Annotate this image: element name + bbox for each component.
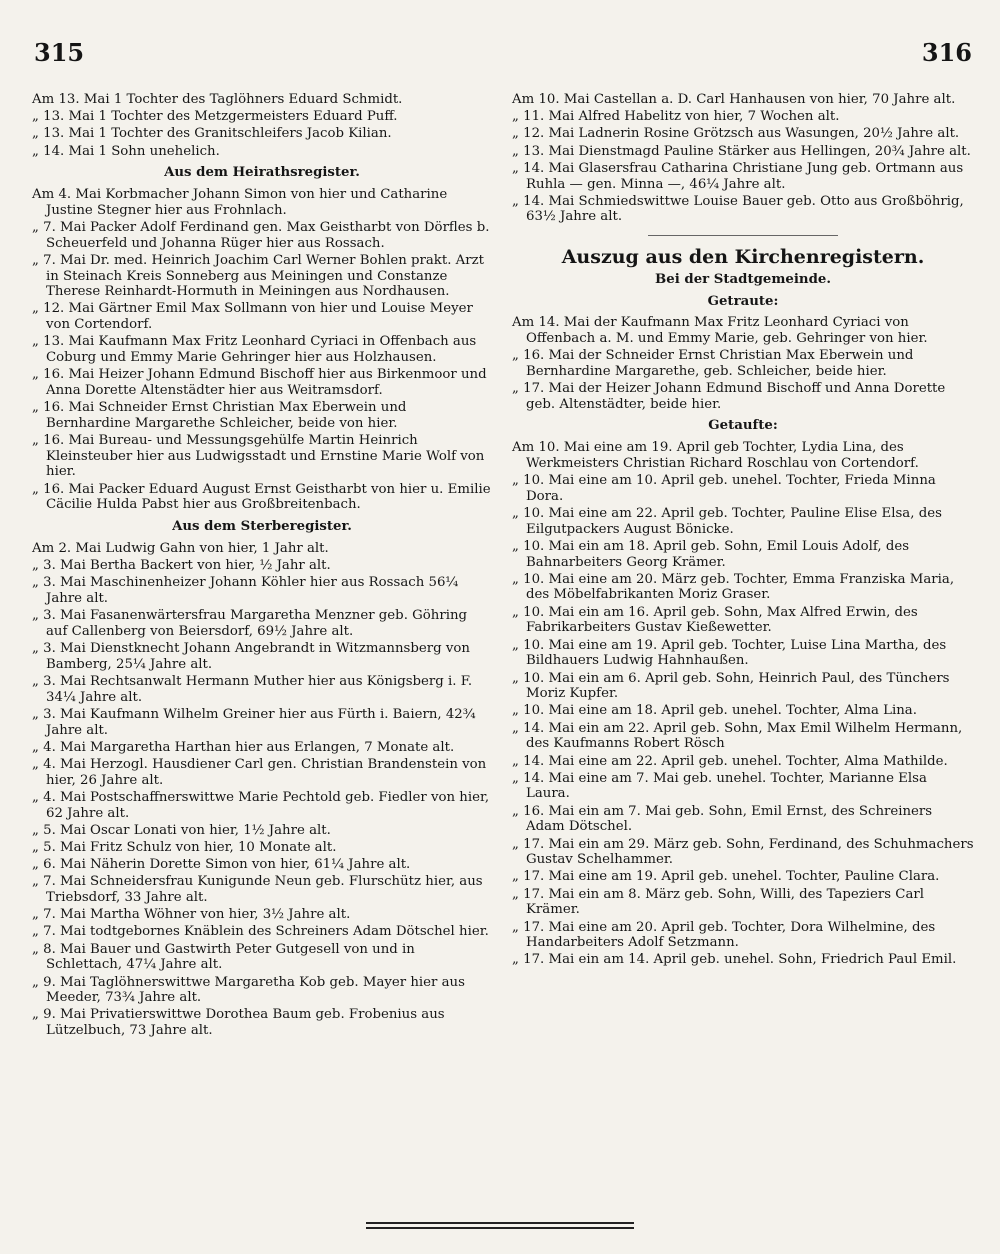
list-item: „ 9. Mai Taglöhnerswittwe Margaretha Kob geb. Mayer hier aus Meeder, 73¾ Jahre alt. — [32, 974, 465, 1006]
list-item: „ 3. Mai Maschinenheizer Johann Köhler hier aus Rossach 56¼ Jahre alt. — [32, 575, 459, 606]
list-item: „ 8. Mai Bauer und Gastwirth Peter Gutgesell von und in Schlettach, 47¼ Jahre alt. — [32, 941, 415, 973]
list-item: „ 10. Mai eine am 20. März geb. Tochter, Emma Franziska Maria, des Möbelfabrikanten Moriz Graser. — [512, 571, 955, 603]
list-item: „ 7. Mai Dr. med. Heinrich Joachim Carl Werner Bohlen prakt. Arzt in Steinach Kreis Sonneberg aus Meiningen und Constanze Therese Reinhardt-Hormuth in Meiningen aus Nordhausen. — [32, 252, 484, 300]
list-item: Am 14. Mai der Kaufmann Max Fritz Leonhard Cyriaci von Offenbach a. M. und Emmy Marie, geb. Gehringer von hier. — [512, 315, 928, 346]
list-item: „ 4. Mai Herzogl. Hausdiener Carl gen. Christian Brandenstein von hier, 26 Jahre alt. — [32, 756, 487, 788]
list-item: „ 7. Mai todtgebornes Knäblein des Schreiners Adam Dötschel hier. — [32, 924, 489, 940]
list-item: „ 13. Mai 1 Tochter des Granitschleifers Jacob Kilian. — [32, 126, 392, 142]
right-top-list — [512, 92, 974, 225]
divider — [648, 235, 838, 236]
list-item: „ 17. Mai ein am 8. März geb. Sohn, Willi, des Tapeziers Carl Krämer. — [512, 886, 924, 918]
list-item: „ 10. Mai ein am 18. April geb. Sohn, Emil Louis Adolf, des Bahnarbeiters Georg Krämer. — [512, 538, 910, 570]
page-number-right: 316 — [921, 38, 972, 67]
list-item: „ 7. Mai Schneidersfrau Kunigunde Neun geb. Flurschütz hier, aus Triebsdorf, 33 Jahre alt. — [32, 874, 483, 906]
right-column — [512, 92, 974, 970]
list-item: „ 10. Mai ein am 16. April geb. Sohn, Max Alfred Erwin, des Fabrikarbeiters Gustav Kießewetter. — [512, 604, 918, 636]
bottom-rule — [366, 1222, 634, 1229]
list-item: Am 2. Mai Ludwig Gahn von hier, 1 Jahr alt. — [32, 540, 329, 556]
list-item: „ 16. Mai Heizer Johann Edmund Bischoff hier aus Birkenmoor und Anna Dorette Altenstädter hier aus Weitramsdorf. — [32, 367, 487, 398]
list-item: „ 9. Mai Privatierswittwe Dorothea Baum geb. Frobenius aus Lützelbuch, 73 Jahre alt. — [32, 1007, 445, 1039]
section-heading-marriages: Aus dem Heirathsregister. — [164, 165, 360, 181]
list-item: „ 17. Mai eine am 20. April geb. Tochter, Dora Wilhelmine, des Handarbeiters Adolf Setzmann. — [512, 919, 936, 951]
list-item: „ 10. Mai eine am 22. April geb. Tochter, Pauline Elise Elsa, des Eilgutpackers August Bönicke. — [512, 505, 942, 537]
list-item: „ 17. Mai der Heizer Johann Edmund Bischoff und Anna Dorette geb. Altenstädter, beide hier. — [512, 381, 946, 412]
left-column — [32, 92, 492, 1040]
list-item: „ 14. Mai eine am 22. April geb. unehel. Tochter, Alma Mathilde. — [512, 753, 948, 769]
list-item: „ 7. Mai Packer Adolf Ferdinand gen. Max Geistharbt von Dörfles b. Scheuerfeld und Johanna Rüger hier aus Rossach. — [32, 219, 490, 251]
list-item: „ 14. Mai ein am 22. April geb. Sohn, Max Emil Wilhelm Hermann, des Kaufmanns Robert Rösch — [512, 720, 963, 752]
list-item: „ 3. Mai Kaufmann Wilhelm Greiner hier aus Fürth i. Baiern, 42¾ Jahre alt. — [32, 706, 476, 738]
baptized-list — [512, 440, 974, 968]
list-item: „ 12. Mai Ladnerin Rosine Grötzsch aus Wasungen, 20½ Jahre alt. — [512, 126, 960, 142]
left-top-list — [32, 92, 492, 159]
list-item: „ 10. Mai eine am 19. April geb. Tochter, Luise Lina Martha, des Bildhauers Ludwig Hahnhaußen. — [512, 637, 947, 669]
list-item: „ 4. Mai Margaretha Harthan hier aus Erlangen, 7 Monate alt. — [32, 739, 455, 755]
list-item: „ 17. Mai eine am 19. April geb. unehel. Tochter, Pauline Clara. — [512, 869, 940, 885]
list-item: „ 5. Mai Fritz Schulz von hier, 10 Monate alt. — [32, 839, 337, 855]
list-item: „ 3. Mai Fasanenwärtersfrau Margaretha Menzner geb. Göhring auf Callenberg von Beiersdorf, 69½ Jahre alt. — [32, 608, 468, 639]
list-item: „ 13. Mai Kaufmann Max Fritz Leonhard Cyriaci in Offenbach aus Coburg und Emmy Marie Gehringer hier aus Holzhausen. — [32, 334, 477, 366]
list-item: „ 14. Mai 1 Sohn unehelich. — [32, 143, 220, 159]
section-heading-baptized: Getaufte: — [708, 418, 778, 434]
list-item: Am 10. Mai eine am 19. April geb Tochter, Lydia Lina, des Werkmeisters Christian Richard Roschlau von Cortendorf. — [512, 440, 919, 471]
list-item: „ 13. Mai 1 Tochter des Metzgermeisters Eduard Puff. — [32, 109, 398, 125]
page-number-left: 315 — [34, 38, 85, 67]
list-item: „ 16. Mai Bureau- und Messungsgehülfe Martin Heinrich Kleinsteuber hier aus Ludwigsstadt und Ernstine Marie Wolf von hier. — [32, 433, 485, 480]
list-item: „ 7. Mai Martha Wöhner von hier, 3½ Jahre alt. — [32, 907, 351, 923]
list-item: „ 12. Mai Gärtner Emil Max Sollmann von hier und Louise Meyer von Cortendorf. — [32, 301, 473, 333]
list-item: „ 3. Mai Rechtsanwalt Hermann Muther hier aus Königsberg i. F. 34¼ Jahre alt. — [32, 673, 473, 705]
list-item: „ 11. Mai Alfred Habelitz von hier, 7 Wochen alt. — [512, 109, 840, 125]
church-register-heading: Auszug aus den Kirchenregistern. — [561, 246, 925, 269]
list-item: „ 16. Mai der Schneider Ernst Christian Max Eberwein und Bernhardine Margarethe, geb. Schleicher, beide hier. — [512, 348, 914, 379]
list-item: „ 14. Mai Glasersfrau Catharina Christiane Jung geb. Ortmann aus Ruhla — gen. Minna —, 46¼ Jahre alt. — [512, 160, 964, 192]
list-item: „ 3. Mai Dienstknecht Johann Angebrandt in Witzmannsberg von Bamberg, 25¼ Jahre alt. — [32, 641, 470, 672]
section-heading-deaths: Aus dem Sterberegister. — [172, 519, 352, 535]
list-item: „ 10. Mai ein am 6. April geb. Sohn, Heinrich Paul, des Tünchers Moriz Kupfer. — [512, 670, 950, 702]
list-item: „ 16. Mai Packer Eduard August Ernst Geistharbt von hier u. Emilie Cäcilie Hulda Pabst hier aus Großbreitenbach. — [32, 481, 491, 513]
death-list — [32, 541, 492, 1039]
list-item: „ 6. Mai Näherin Dorette Simon von hier, 61¼ Jahre alt. — [32, 857, 411, 873]
list-item: Am 10. Mai Castellan a. D. Carl Hanhausen von hier, 70 Jahre alt. — [512, 92, 956, 107]
list-item: „ 10. Mai eine am 10. April geb. unehel. Tochter, Frieda Minna Dora. — [512, 473, 936, 504]
list-item: „ 13. Mai Dienstmagd Pauline Stärker aus Hellingen, 20¾ Jahre alt. — [512, 143, 971, 159]
marriage-list — [32, 187, 492, 513]
list-item: „ 10. Mai eine am 18. April geb. unehel. Tochter, Alma Lina. — [512, 703, 917, 719]
list-item: „ 4. Mai Postschaffnerswittwe Marie Pechtold geb. Fiedler von hier, 62 Jahre alt. — [32, 789, 490, 821]
list-item: „ 14. Mai eine am 7. Mai geb. unehel. Tochter, Marianne Elsa Laura. — [512, 770, 927, 802]
married-list — [512, 315, 974, 412]
list-item: „ 16. Mai Schneider Ernst Christian Max Eberwein und Bernhardine Margarethe Schleicher, beide von hier. — [32, 400, 407, 431]
section-heading-married: Getraute: — [707, 293, 779, 309]
list-item: „ 5. Mai Oscar Lonati von hier, 1½ Jahre alt. — [32, 822, 331, 838]
list-item: „ 14. Mai Schmiedswittwe Louise Bauer geb. Otto aus Großböhrig, 63½ Jahre alt. — [512, 193, 964, 225]
list-item: „ 17. Mai ein am 14. April geb. unehel. Sohn, Friedrich Paul Emil. — [512, 952, 957, 968]
list-item: „ 16. Mai ein am 7. Mai geb. Sohn, Emil Ernst, des Schreiners Adam Dötschel. — [512, 803, 933, 835]
list-item: Am 4. Mai Korbmacher Johann Simon von hier und Catharine Justine Stegner hier aus Frohnlach. — [32, 187, 448, 218]
list-item: Am 13. Mai 1 Tochter des Taglöhners Eduard Schmidt. — [32, 92, 403, 107]
list-item: „ 3. Mai Bertha Backert von hier, ½ Jahr alt. — [32, 557, 331, 573]
parish-subheading: Bei der Stadtgemeinde. — [655, 271, 831, 287]
list-item: „ 17. Mai ein am 29. März geb. Sohn, Ferdinand, des Schuhmachers Gustav Schelhammer. — [512, 836, 974, 868]
